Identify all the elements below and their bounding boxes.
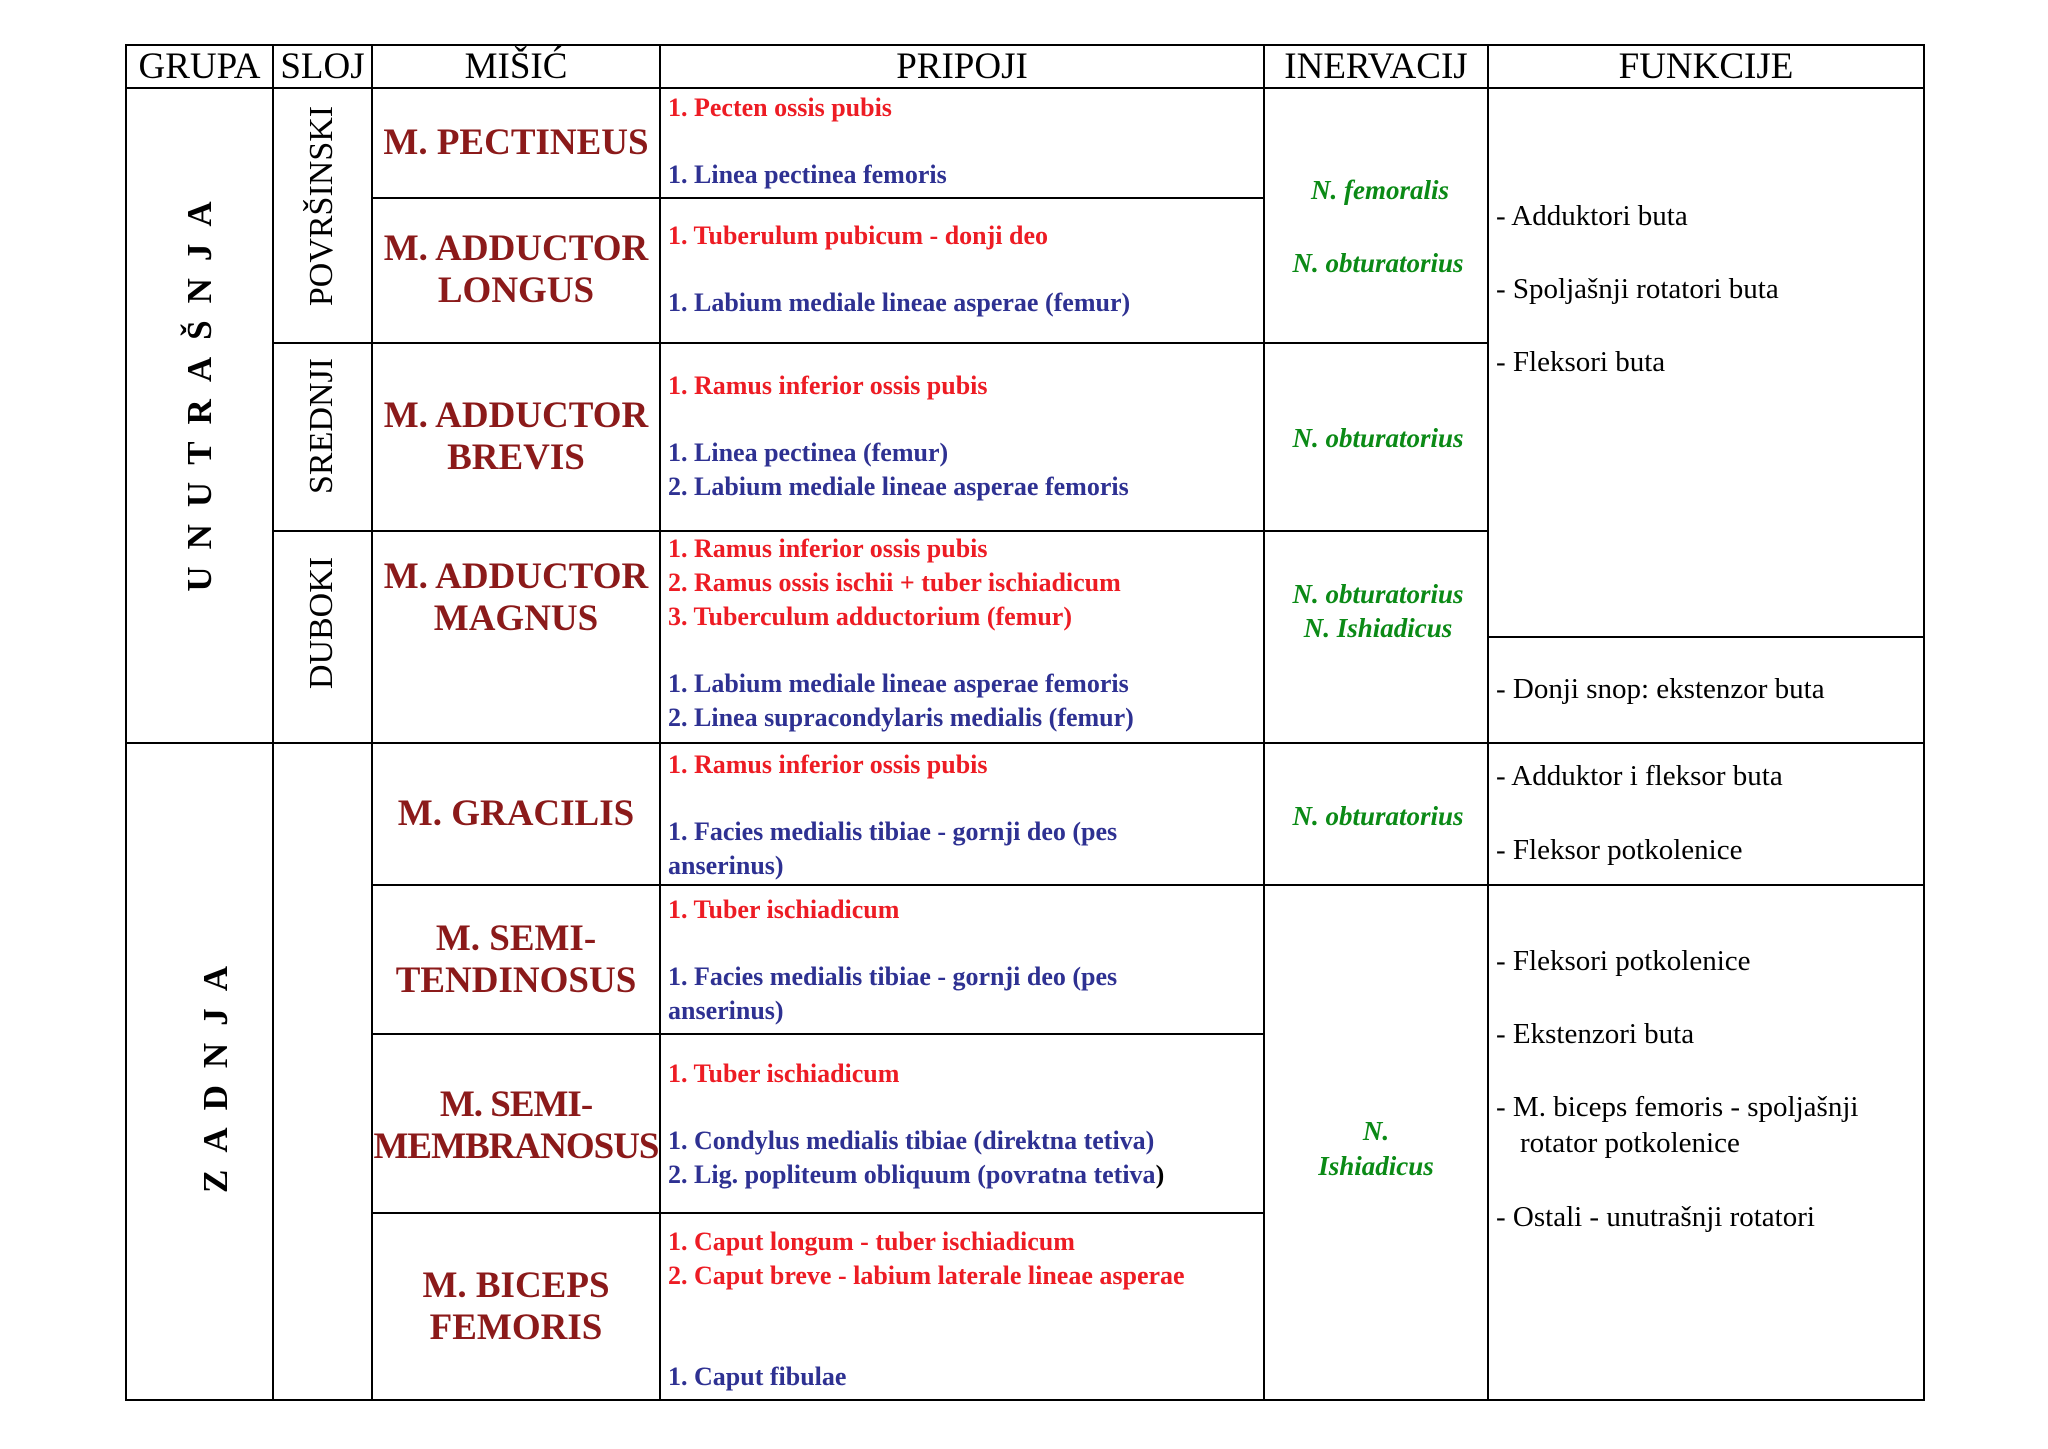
origin-adductor-magnus-3: 3. Tuberculum adductorium (femur) [668, 602, 1072, 631]
origin-adductor-longus-1: 1. Tuberulum pubicum - donji deo [668, 221, 1049, 250]
origin-adductor-brevis-1: 1. Ramus inferior ossis pubis [668, 371, 988, 400]
layer-label-superficial: POVRŠINSKI [303, 105, 340, 307]
insertion-adductor-magnus-2: 2. Linea supracondylaris medialis (femur) [668, 703, 1134, 732]
muscle-pectineus: M. PECTINEUS [383, 122, 649, 163]
nerve-obturatorius-superficial: N. obturatorius [1292, 248, 1464, 278]
closing-paren: ) [1155, 1160, 1165, 1189]
header-misic: MIŠIĆ [464, 46, 568, 87]
insertion-adductor-brevis-2: 2. Labium mediale lineae asperae femoris [668, 472, 1129, 501]
insertion-semitendinosus-1: 1. Facies medialis tibiae - gornji deo (pes [668, 962, 1118, 991]
insertion-semimembranosus-2: 2. Lig. popliteum obliquum (povratna tetiva) [668, 1160, 1165, 1189]
muscle-biceps-femoris: M. BICEPS FEMORIS [422, 1265, 610, 1348]
insertion-adductor-longus-1: 1. Labium mediale lineae asperae (femur) [668, 288, 1131, 317]
insertion-adductor-brevis-1: 1. Linea pectinea (femur) [668, 438, 949, 467]
function-gracilis-2: - Fleksor potkolenice [1496, 834, 1743, 866]
nerve-ishiadicus-magnus: N. Ishiadicus [1303, 613, 1453, 643]
insertion-adductor-magnus-1: 1. Labium mediale lineae asperae femoris [668, 669, 1129, 698]
muscle-semimembranosus: M. SEMI- MEMBRANOSUS [373, 1084, 659, 1167]
insertion-gracilis-1-cont: anserinus) [668, 851, 784, 880]
header-grupa: GRUPA [138, 46, 261, 87]
nerve-obturatorius-gracilis: N. obturatorius [1292, 801, 1464, 831]
layer-label-deep: DUBOKI [303, 556, 340, 690]
nerve-obturatorius-brevis: N. obturatorius [1292, 423, 1464, 453]
insertion-gracilis-1: 1. Facies medialis tibiae - gornji deo (pes [668, 817, 1118, 846]
header-pripoji: PRIPOJI [896, 46, 1028, 87]
muscle-semitendinosus: M. SEMI- TENDINOSUS [395, 918, 637, 1001]
muscle-gracilis: M. GRACILIS [397, 793, 635, 834]
origin-adductor-magnus-2: 2. Ramus ossis ischii + tuber ischiadicum [668, 568, 1121, 597]
function-hamstrings-3-cont: rotator potkolenice [1520, 1127, 1740, 1159]
header-sloj: SLOJ [280, 46, 365, 87]
nerve-n-hamstrings: N. [1362, 1116, 1390, 1146]
muscle-adductor-longus: M. ADDUCTOR LONGUS [383, 228, 649, 311]
header-inervacija: INERVACIJ [1284, 46, 1468, 87]
function-hamstrings-2: - Ekstenzori buta [1496, 1018, 1695, 1050]
origin-semitendinosus-1: 1. Tuber ischiadicum [668, 895, 900, 924]
layer-label-middle: SREDNJI [303, 357, 340, 495]
group-label-inner: UNUTRAŠNJA [180, 184, 219, 592]
function-adductors-3: - Fleksori buta [1496, 346, 1666, 378]
muscle-adductor-magnus: M. ADDUCTOR MAGNUS [383, 555, 649, 639]
insertion-semimembranosus-1: 1. Condylus medialis tibiae (direktna tetiva) [668, 1126, 1155, 1155]
muscle-adductor-brevis: M. ADDUCTOR BREVIS [383, 395, 649, 478]
insertion-pectineus-1: 1. Linea pectinea femoris [668, 160, 947, 189]
insertion-semitendinosus-1-cont: anserinus) [668, 996, 784, 1025]
function-gracilis-1: - Adduktor i fleksor buta [1496, 760, 1783, 792]
function-adductors-1: - Adduktori buta [1496, 200, 1688, 232]
nerve-femoralis: N. femoralis [1311, 175, 1449, 205]
origin-biceps-femoris-2: 2. Caput breve - labium laterale lineae asperae [668, 1261, 1185, 1290]
origin-gracilis-1: 1. Ramus inferior ossis pubis [668, 750, 988, 779]
nerve-obturatorius-magnus: N. obturatorius [1292, 579, 1464, 609]
origin-pectineus-1: 1. Pecten ossis pubis [668, 93, 892, 122]
origin-biceps-femoris-1: 1. Caput longum - tuber ischiadicum [668, 1227, 1075, 1256]
nerve-ishiadicus-hamstrings: Ishiadicus [1318, 1151, 1434, 1181]
function-magnus-lower: - Donji snop: ekstenzor buta [1496, 673, 1825, 705]
origin-semimembranosus-1: 1. Tuber ischiadicum [668, 1059, 900, 1088]
header-funkcije: FUNKCIJE [1618, 46, 1794, 87]
function-adductors-2: - Spoljašnji rotatori buta [1496, 273, 1779, 305]
insertion-biceps-femoris-1: 1. Caput fibulae [668, 1362, 847, 1391]
group-label-posterior: ZADNJA [196, 949, 235, 1193]
origin-adductor-magnus-1: 1. Ramus inferior ossis pubis [668, 534, 988, 563]
function-hamstrings-4: - Ostali - unutrašnji rotatori [1496, 1201, 1815, 1233]
function-hamstrings-1: - Fleksori potkolenice [1496, 945, 1751, 977]
function-hamstrings-3: - M. biceps femoris - spoljašnji [1496, 1091, 1859, 1123]
